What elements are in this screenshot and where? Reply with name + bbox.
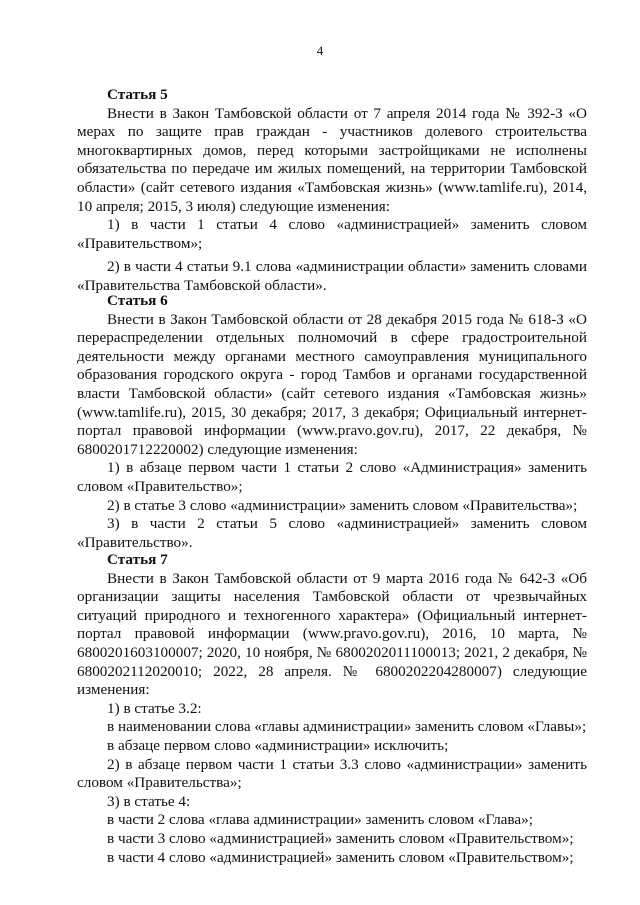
article-item: 2) в части 4 статьи 9.1 слова «администрации области» заменить словами «Правительства Тамбовской области». [77,258,587,294]
page-number: 4 [316,43,324,58]
article-heading: Статья 7 [107,551,168,568]
article-subitem: в абзаце первом слово «администрации» исключить; [107,736,449,754]
article-subitem: в части 2 слова «глава администрации» заменить словом «Глава»; [107,811,533,829]
article-item: 2) в статье 3 слово «администрации» заменить словом «Правительства»; [107,496,578,514]
article-item: 1) в части 1 статьи 4 слово «администрацией» заменить словом «Правительством»; [77,216,587,252]
article-5 [77,86,587,296]
article-intro: Внести в Закон Тамбовской области от 28 декабря 2015 года № 618-З «О перераспределении отдельных полномочий в сфере градостроительной деятельности между органами местного самоуправления муниципального образования городского округа - город Тамбов и органами государственной власти Тамбовской области» (сайт сетевого издания «Тамбовская жизнь» (www.tamlife.ru), 2015, 30 декабря; 2017, 3 декабря; Официальный интернет-портал правовой информации (www.pravo.gov.ru), 2017, 22 декабря, № 6800201712220002) следующие изменения: [77,310,587,458]
article-subitem: в части 3 слово «администрацией» заменить словом «Правительством»; [107,829,574,847]
article-heading: Статья 6 [107,292,168,309]
article-6 [77,292,587,552]
article-subitem: в наименовании слова «главы администрации» заменить словом «Главы»; [107,718,587,736]
article-7 [77,551,587,867]
article-item: 3) в части 2 статьи 5 слово «администрацией» заменить словом «Правительство». [77,515,587,551]
article-item: 2) в абзаце первом части 1 статьи 3.3 слово «администрации» заменить словом «Правительства»; [77,755,587,792]
article-item: 1) в абзаце первом части 1 статьи 2 слово «Администрация» заменить словом «Правительство»; [77,459,587,495]
article-intro: Внести в Закон Тамбовской области от 7 апреля 2014 года № 392-З «О мерах по защите прав граждан - участников долевого строительства многоквартирных домов, перед которыми застройщиками не исполнены обязательства по передаче им жилых помещений, на территории Тамбовской области» (сайт сетевого издания «Тамбовская жизнь» (www.tamlife.ru), 2014, 10 апреля; 2015, 3 июля) следующие изменения: [77,104,587,215]
article-intro: Внести в Закон Тамбовской области от 9 марта 2016 года № 642-З «Об организации защиты населения Тамбовской области от чрезвычайных ситуаций природного и техногенного характера» (Официальный интернет-портал правовой информации (www.pravo.gov.ru), 2016, 10 марта, № 6800201603100007; 2020, 10 ноября, № 6800202011100013; 2021, 2 декабря, № 6800202112020010; 2022, 28 апреля. № 6800202204280007) следующие изменения: [77,569,587,699]
article-item: 3) в статье 4: [107,792,191,810]
article-item: 1) в статье 3.2: [107,699,202,717]
article-subitem: в части 4 слово «администрацией» заменить словом «Правительством»; [107,848,574,866]
article-heading: Статья 5 [107,86,168,103]
